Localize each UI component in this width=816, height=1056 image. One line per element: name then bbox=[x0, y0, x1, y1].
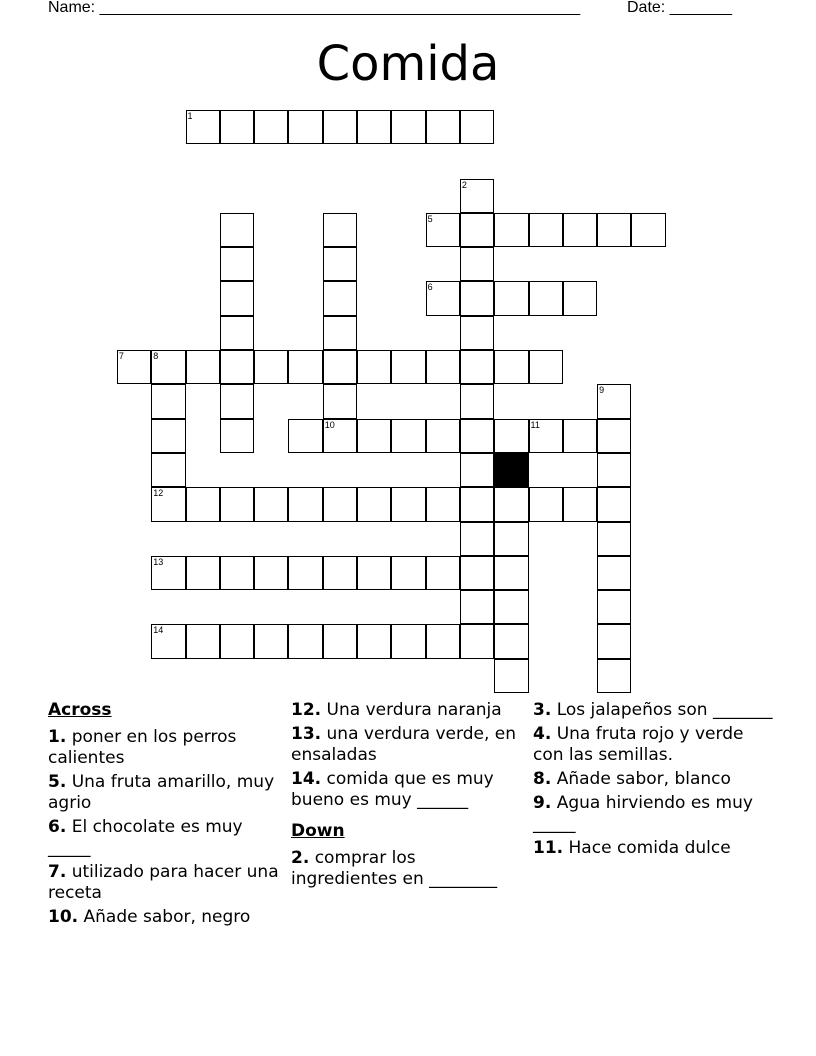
clue-number-label: 7 bbox=[118, 351, 124, 361]
clue-text: comprar los ingredientes en ________ bbox=[291, 848, 498, 889]
crossword-cell[interactable] bbox=[460, 384, 494, 418]
crossword-cell[interactable] bbox=[597, 624, 631, 658]
crossword-cell[interactable] bbox=[460, 624, 494, 658]
crossword-cell[interactable] bbox=[151, 487, 185, 521]
clue-text: Agua hirviendo es muy _____ bbox=[533, 793, 753, 834]
crossword-cell[interactable] bbox=[597, 419, 631, 453]
clue-text: El chocolate es muy _____ bbox=[48, 817, 243, 858]
clue-number: 2. bbox=[291, 848, 310, 868]
crossword-cell[interactable] bbox=[460, 556, 494, 590]
crossword-cell[interactable] bbox=[220, 110, 254, 144]
clue-number-label: 5 bbox=[427, 213, 433, 224]
blocked-cell bbox=[494, 453, 528, 487]
crossword-cell[interactable] bbox=[426, 487, 460, 521]
clue-number: 5. bbox=[48, 772, 67, 792]
crossword-cell[interactable] bbox=[288, 350, 322, 384]
clue-number-label: 2 bbox=[461, 179, 467, 190]
clue-number-label: 9 bbox=[599, 385, 605, 396]
crossword-cell[interactable] bbox=[460, 590, 494, 624]
crossword-cell[interactable] bbox=[426, 110, 460, 144]
crossword-cell[interactable] bbox=[494, 556, 528, 590]
crossword-cell[interactable] bbox=[357, 556, 391, 590]
crossword-cell[interactable] bbox=[323, 316, 357, 350]
crossword-cell[interactable] bbox=[529, 487, 563, 521]
clue-across-13 bbox=[291, 724, 519, 766]
clue-down-11 bbox=[533, 838, 773, 859]
crossword-cell[interactable] bbox=[563, 213, 597, 247]
clue-number-label: 13 bbox=[153, 556, 164, 567]
crossword-cell[interactable] bbox=[254, 487, 288, 521]
crossword-cell[interactable] bbox=[357, 350, 391, 384]
crossword-cell[interactable] bbox=[426, 281, 460, 315]
crossword-cell[interactable] bbox=[357, 419, 391, 453]
crossword-cell[interactable] bbox=[357, 624, 391, 658]
clue-text: Una verdura naranja bbox=[321, 700, 502, 720]
clue-number-label: 10 bbox=[324, 419, 335, 430]
clue-number-label: 11 bbox=[530, 419, 540, 430]
crossword-cell[interactable] bbox=[494, 419, 528, 453]
crossword-cell[interactable] bbox=[357, 487, 391, 521]
crossword-cell[interactable] bbox=[186, 350, 220, 384]
crossword-cell[interactable] bbox=[391, 556, 425, 590]
clue-across-12 bbox=[291, 700, 519, 721]
crossword-cell[interactable] bbox=[460, 179, 494, 213]
crossword-cell[interactable] bbox=[151, 419, 185, 453]
crossword-cell[interactable] bbox=[357, 110, 391, 144]
crossword-cell[interactable] bbox=[220, 281, 254, 315]
crossword-cell[interactable] bbox=[426, 213, 460, 247]
crossword-cell[interactable] bbox=[460, 419, 494, 453]
crossword-cell[interactable] bbox=[494, 350, 528, 384]
clue-number: 13. bbox=[291, 724, 322, 744]
crossword-cell[interactable] bbox=[323, 350, 357, 384]
clue-text: Una fruta rojo y verde con las semillas. bbox=[533, 724, 744, 765]
crossword-cell[interactable] bbox=[460, 110, 494, 144]
clue-text: Los jalapeños son _______ bbox=[551, 700, 773, 720]
crossword-cell[interactable] bbox=[323, 419, 357, 453]
crossword-cell[interactable] bbox=[254, 350, 288, 384]
crossword-cell[interactable] bbox=[220, 419, 254, 453]
clue-number-label: 6 bbox=[427, 282, 433, 293]
crossword-cell[interactable] bbox=[391, 487, 425, 521]
crossword-cell[interactable] bbox=[323, 624, 357, 658]
clue-number: 1. bbox=[48, 727, 67, 747]
crossword-cell[interactable] bbox=[254, 624, 288, 658]
crossword-cell[interactable] bbox=[151, 624, 185, 658]
crossword-cell[interactable] bbox=[323, 487, 357, 521]
clue-column-3 bbox=[533, 700, 773, 862]
crossword-cell[interactable] bbox=[460, 453, 494, 487]
crossword-cell[interactable] bbox=[460, 350, 494, 384]
crossword-cell[interactable] bbox=[254, 556, 288, 590]
clue-number-label: 8 bbox=[153, 351, 159, 361]
crossword-cell[interactable] bbox=[529, 350, 563, 384]
clue-down-9 bbox=[533, 793, 773, 835]
clue-text: Una fruta amarillo, muy agrio bbox=[48, 772, 275, 813]
across-heading: Across bbox=[48, 700, 112, 720]
clue-text: comida que es muy bueno es muy ______ bbox=[291, 769, 494, 810]
clue-number-label: 1 bbox=[187, 110, 193, 121]
crossword-cell[interactable] bbox=[391, 110, 425, 144]
crossword-cell[interactable] bbox=[426, 624, 460, 658]
crossword-cell[interactable] bbox=[529, 281, 563, 315]
crossword-cell[interactable] bbox=[288, 556, 322, 590]
clue-number: 9. bbox=[533, 793, 552, 813]
crossword-cell[interactable] bbox=[288, 419, 322, 453]
crossword-cell[interactable] bbox=[460, 522, 494, 556]
clue-text: Añade sabor, negro bbox=[78, 907, 251, 927]
clue-number: 6. bbox=[48, 817, 67, 837]
crossword-cell[interactable] bbox=[323, 384, 357, 418]
crossword-cell[interactable] bbox=[151, 453, 185, 487]
crossword-cell[interactable] bbox=[323, 110, 357, 144]
crossword-cell[interactable] bbox=[563, 419, 597, 453]
crossword-cell[interactable] bbox=[151, 350, 185, 384]
clue-across-10 bbox=[48, 907, 284, 928]
crossword-cell[interactable] bbox=[597, 659, 631, 693]
clue-number: 11. bbox=[533, 838, 564, 858]
crossword-cell[interactable] bbox=[494, 487, 528, 521]
clue-down-2 bbox=[291, 848, 519, 890]
crossword-cell[interactable] bbox=[494, 213, 528, 247]
crossword-cell[interactable] bbox=[254, 110, 288, 144]
clue-column-1 bbox=[48, 700, 284, 931]
crossword-cell[interactable] bbox=[460, 247, 494, 281]
crossword-cell[interactable] bbox=[426, 419, 460, 453]
crossword-cell[interactable] bbox=[186, 110, 220, 144]
crossword-cell[interactable] bbox=[529, 213, 563, 247]
clue-across-14 bbox=[291, 769, 519, 811]
clue-number: 14. bbox=[291, 769, 322, 789]
clue-number: 10. bbox=[48, 907, 79, 927]
name-field-label: Name: ______________________________________________________ bbox=[48, 0, 581, 16]
crossword-cell[interactable] bbox=[220, 556, 254, 590]
crossword-cell[interactable] bbox=[220, 487, 254, 521]
crossword-cell[interactable] bbox=[460, 213, 494, 247]
clue-text: poner en los perros calientes bbox=[48, 727, 237, 768]
crossword-cell[interactable] bbox=[563, 487, 597, 521]
crossword-cell[interactable] bbox=[323, 213, 357, 247]
clue-column-2 bbox=[291, 700, 519, 893]
crossword-cell[interactable] bbox=[220, 213, 254, 247]
clue-number: 12. bbox=[291, 700, 322, 720]
crossword-cell[interactable] bbox=[597, 556, 631, 590]
crossword-cell[interactable] bbox=[494, 522, 528, 556]
crossword-cell[interactable] bbox=[391, 350, 425, 384]
clue-across-1 bbox=[48, 727, 284, 769]
puzzle-title: Comida bbox=[316, 36, 500, 92]
crossword-cell[interactable] bbox=[323, 556, 357, 590]
crossword-cell[interactable] bbox=[186, 487, 220, 521]
crossword-cell[interactable] bbox=[597, 590, 631, 624]
crossword-cell[interactable] bbox=[529, 419, 563, 453]
crossword-cell[interactable] bbox=[288, 110, 322, 144]
clue-across-6 bbox=[48, 817, 284, 859]
clue-down-3 bbox=[533, 700, 773, 721]
crossword-cell[interactable] bbox=[494, 590, 528, 624]
crossword-cell[interactable] bbox=[186, 624, 220, 658]
clue-across-5 bbox=[48, 772, 284, 814]
crossword-cell[interactable] bbox=[563, 281, 597, 315]
crossword-cell[interactable] bbox=[323, 247, 357, 281]
crossword-cell[interactable] bbox=[597, 487, 631, 521]
crossword-cell[interactable] bbox=[426, 350, 460, 384]
crossword-cell[interactable] bbox=[597, 453, 631, 487]
crossword-cell[interactable] bbox=[597, 522, 631, 556]
clue-down-8 bbox=[533, 769, 773, 790]
date-field-label: Date: _______ bbox=[627, 0, 732, 16]
crossword-cell[interactable] bbox=[494, 659, 528, 693]
crossword-cell[interactable] bbox=[186, 556, 220, 590]
crossword-cell[interactable] bbox=[220, 384, 254, 418]
clue-number: 3. bbox=[533, 700, 552, 720]
crossword-cell[interactable] bbox=[220, 316, 254, 350]
clue-number: 4. bbox=[533, 724, 552, 744]
crossword-cell[interactable] bbox=[220, 350, 254, 384]
crossword-cell[interactable] bbox=[151, 556, 185, 590]
clue-across-7 bbox=[48, 862, 284, 904]
clue-down-4 bbox=[533, 724, 773, 766]
crossword-cell[interactable] bbox=[597, 213, 631, 247]
crossword-cell[interactable] bbox=[631, 213, 665, 247]
crossword-cell[interactable] bbox=[460, 316, 494, 350]
clue-number-label: 14 bbox=[153, 625, 164, 636]
crossword-cell[interactable] bbox=[494, 624, 528, 658]
crossword-cell[interactable] bbox=[597, 384, 631, 418]
crossword-cell[interactable] bbox=[117, 350, 151, 384]
clue-text: una verdura verde, en ensaladas bbox=[291, 724, 516, 765]
crossword-cell[interactable] bbox=[426, 556, 460, 590]
down-heading: Down bbox=[291, 821, 345, 841]
crossword-cell[interactable] bbox=[323, 281, 357, 315]
crossword-cell[interactable] bbox=[220, 247, 254, 281]
crossword-cell[interactable] bbox=[151, 384, 185, 418]
clue-number: 7. bbox=[48, 862, 67, 882]
crossword-cell[interactable] bbox=[288, 487, 322, 521]
clue-number-label: 12 bbox=[153, 488, 164, 499]
crossword-cell[interactable] bbox=[460, 487, 494, 521]
clue-text: Hace comida dulce bbox=[563, 838, 731, 858]
clue-text: utilizado para hacer una receta bbox=[48, 862, 279, 903]
clue-number: 8. bbox=[533, 769, 552, 789]
crossword-cell[interactable] bbox=[494, 281, 528, 315]
crossword-cell[interactable] bbox=[288, 624, 322, 658]
crossword-cell[interactable] bbox=[220, 624, 254, 658]
crossword-cell[interactable] bbox=[391, 624, 425, 658]
clue-text: Añade sabor, blanco bbox=[551, 769, 731, 789]
crossword-cell[interactable] bbox=[391, 419, 425, 453]
crossword-cell[interactable] bbox=[460, 281, 494, 315]
